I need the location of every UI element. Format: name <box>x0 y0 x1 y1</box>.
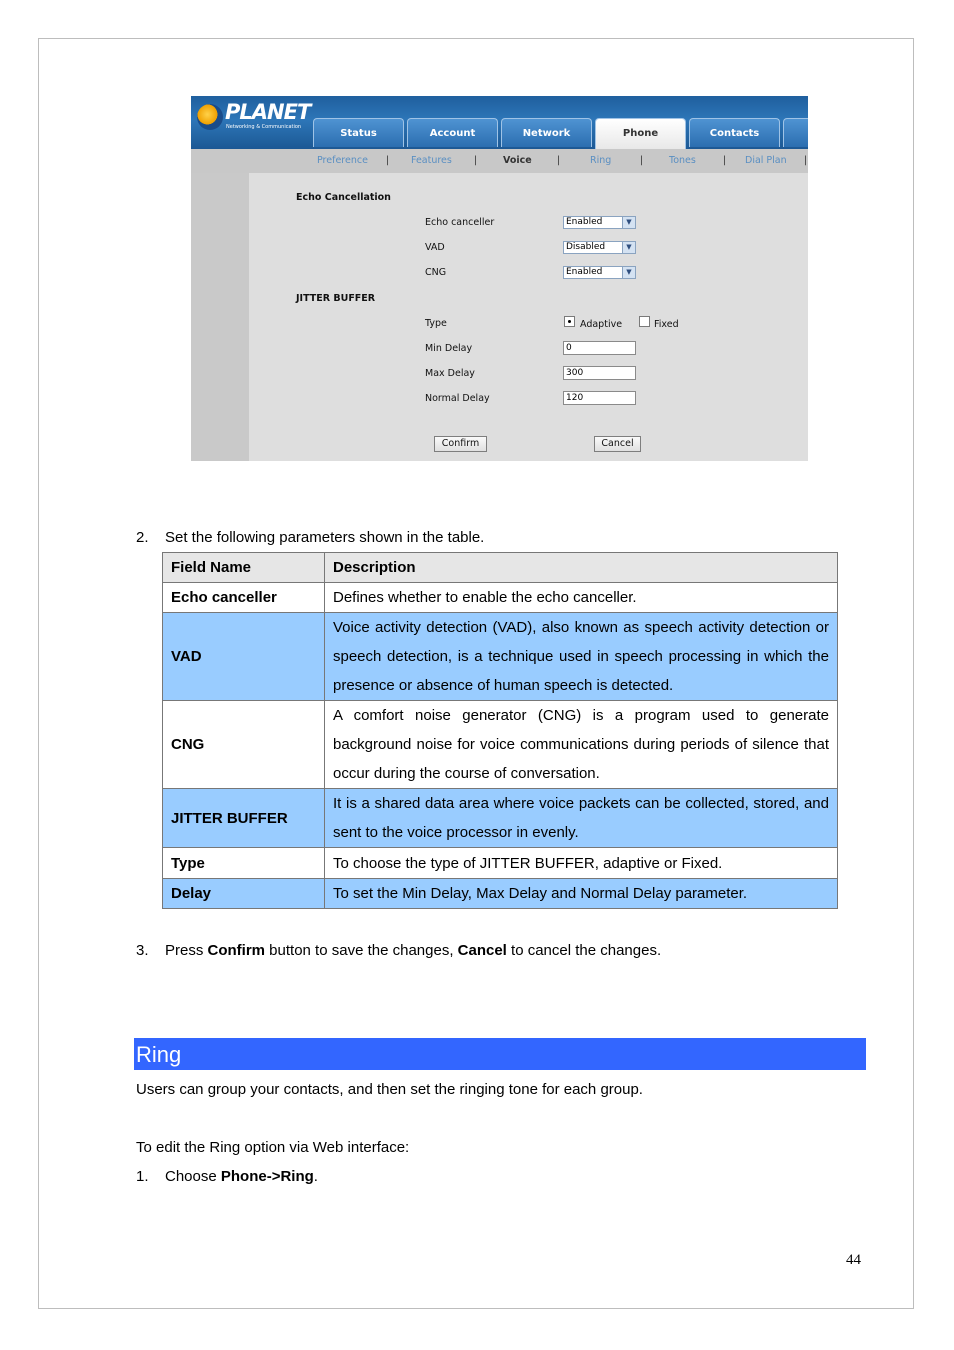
normal-delay-label: Normal Delay <box>425 393 490 404</box>
step-3-pre: Press <box>165 942 208 959</box>
step-1-text <box>165 1168 318 1186</box>
max-delay-label: Max Delay <box>425 368 475 379</box>
subnav-separator: | <box>557 155 561 166</box>
chevron-down-icon: ▼ <box>622 217 635 228</box>
header-description: Description <box>325 553 838 583</box>
row-field: JITTER BUFFER <box>163 789 325 848</box>
table-row <box>163 613 838 701</box>
logo-name: PLANET <box>225 100 311 124</box>
vad-label: VAD <box>425 242 445 253</box>
planet-logo <box>195 100 311 136</box>
tab-more[interactable] <box>783 118 808 147</box>
tab-phone[interactable]: Phone <box>595 118 686 149</box>
step-2-number: 2. <box>136 529 149 546</box>
planet-globe-icon <box>197 104 223 130</box>
row-description: It is a shared data area where voice packets can be collected, stored, and sent to the voice processor in evenly. <box>325 789 838 848</box>
vad-select[interactable] <box>563 241 636 254</box>
echo-canceller-value: Enabled <box>566 217 603 227</box>
tab-contacts[interactable]: Contacts <box>689 118 780 147</box>
subnav-separator: | <box>723 155 727 166</box>
type-fixed-radio[interactable] <box>639 316 650 327</box>
subnav-separator: | <box>640 155 644 166</box>
tab-account[interactable]: Account <box>407 118 498 147</box>
ui-sidebar <box>191 173 249 461</box>
cng-select[interactable] <box>563 266 636 279</box>
voice-settings-screenshot <box>191 96 808 461</box>
type-fixed-label: Fixed <box>654 319 679 330</box>
row-description: To set the Min Delay, Max Delay and Normal Delay parameter. <box>325 879 838 909</box>
type-adaptive-label: Adaptive <box>580 319 623 330</box>
step-3-mid: button to save the changes, <box>265 942 458 959</box>
echo-canceller-select[interactable] <box>563 216 636 229</box>
step-3-cancel: Cancel <box>457 942 507 959</box>
normal-delay-input[interactable]: 120 <box>563 391 636 405</box>
sub-navigation <box>191 149 808 173</box>
subnav-separator: | <box>804 155 808 166</box>
step-3-text <box>165 942 661 960</box>
table-header-row <box>163 553 838 583</box>
main-tabs <box>313 118 808 149</box>
subnav-voice[interactable]: Voice <box>503 155 532 166</box>
step-1-path: Phone->Ring <box>220 1168 314 1185</box>
type-label: Type <box>425 318 447 329</box>
row-description: Defines whether to enable the echo canceller. <box>325 583 838 613</box>
page-number: 44 <box>846 1252 861 1268</box>
ring-section-heading: Ring <box>134 1038 866 1070</box>
step-2-text: Set the following parameters shown in the table. <box>165 529 485 546</box>
step-3-confirm: Confirm <box>207 942 266 959</box>
step-1-number: 1. <box>136 1168 149 1185</box>
jitter-buffer-title: JITTER BUFFER <box>296 293 376 304</box>
step-3-post: to cancel the changes. <box>506 942 662 959</box>
row-description: Voice activity detection (VAD), also known as speech activity detection or speech detection, is a technique used in speech processing in which the presence or absence of human speech is detected. <box>325 613 838 701</box>
ring-edit-instructions: To edit the Ring option via Web interface: <box>136 1139 410 1156</box>
step-3-number: 3. <box>136 942 149 959</box>
table-row <box>163 701 838 789</box>
subnav-tones[interactable]: Tones <box>669 155 696 166</box>
echo-canceller-label: Echo canceller <box>425 217 495 228</box>
echo-cancellation-title: Echo Cancellation <box>296 192 391 203</box>
subnav-ring[interactable]: Ring <box>590 155 612 166</box>
row-field: VAD <box>163 613 325 701</box>
row-field: Delay <box>163 879 325 909</box>
table-row <box>163 879 838 909</box>
type-adaptive-radio[interactable] <box>564 316 575 327</box>
cancel-button[interactable]: Cancel <box>594 436 641 452</box>
parameters-table <box>162 552 838 909</box>
subnav-dial-plan[interactable]: Dial Plan <box>745 155 787 166</box>
ring-intro: Users can group your contacts, and then set the ringing tone for each group. <box>136 1081 643 1098</box>
cng-value: Enabled <box>566 267 603 277</box>
vad-value: Disabled <box>566 242 606 252</box>
row-field: Type <box>163 848 325 879</box>
tab-network[interactable]: Network <box>501 118 592 147</box>
table-row <box>163 789 838 848</box>
ui-header <box>191 96 808 149</box>
subnav-separator: | <box>474 155 478 166</box>
row-description: To choose the type of JITTER BUFFER, adaptive or Fixed. <box>325 848 838 879</box>
tab-status[interactable]: Status <box>313 118 404 147</box>
row-field: Echo canceller <box>163 583 325 613</box>
step-1-pre: Choose <box>165 1168 221 1185</box>
header-field-name: Field Name <box>163 553 325 583</box>
chevron-down-icon: ▼ <box>622 242 635 253</box>
chevron-down-icon: ▼ <box>622 267 635 278</box>
table-row <box>163 583 838 613</box>
row-description: A comfort noise generator (CNG) is a program used to generate background noise for voice communications during periods of silence that occur during the course of conversation. <box>325 701 838 789</box>
max-delay-input[interactable]: 300 <box>563 366 636 380</box>
cng-label: CNG <box>425 267 447 278</box>
table-row <box>163 848 838 879</box>
min-delay-label: Min Delay <box>425 343 473 354</box>
subnav-features[interactable]: Features <box>411 155 452 166</box>
voice-form <box>249 173 808 461</box>
step-1-post: . <box>313 1168 318 1185</box>
row-field: CNG <box>163 701 325 789</box>
subnav-preference[interactable]: Preference <box>317 155 368 166</box>
confirm-button[interactable]: Confirm <box>434 436 487 452</box>
subnav-separator: | <box>386 155 390 166</box>
logo-tagline: Networking & Communication <box>226 124 302 130</box>
min-delay-input[interactable]: 0 <box>563 341 636 355</box>
